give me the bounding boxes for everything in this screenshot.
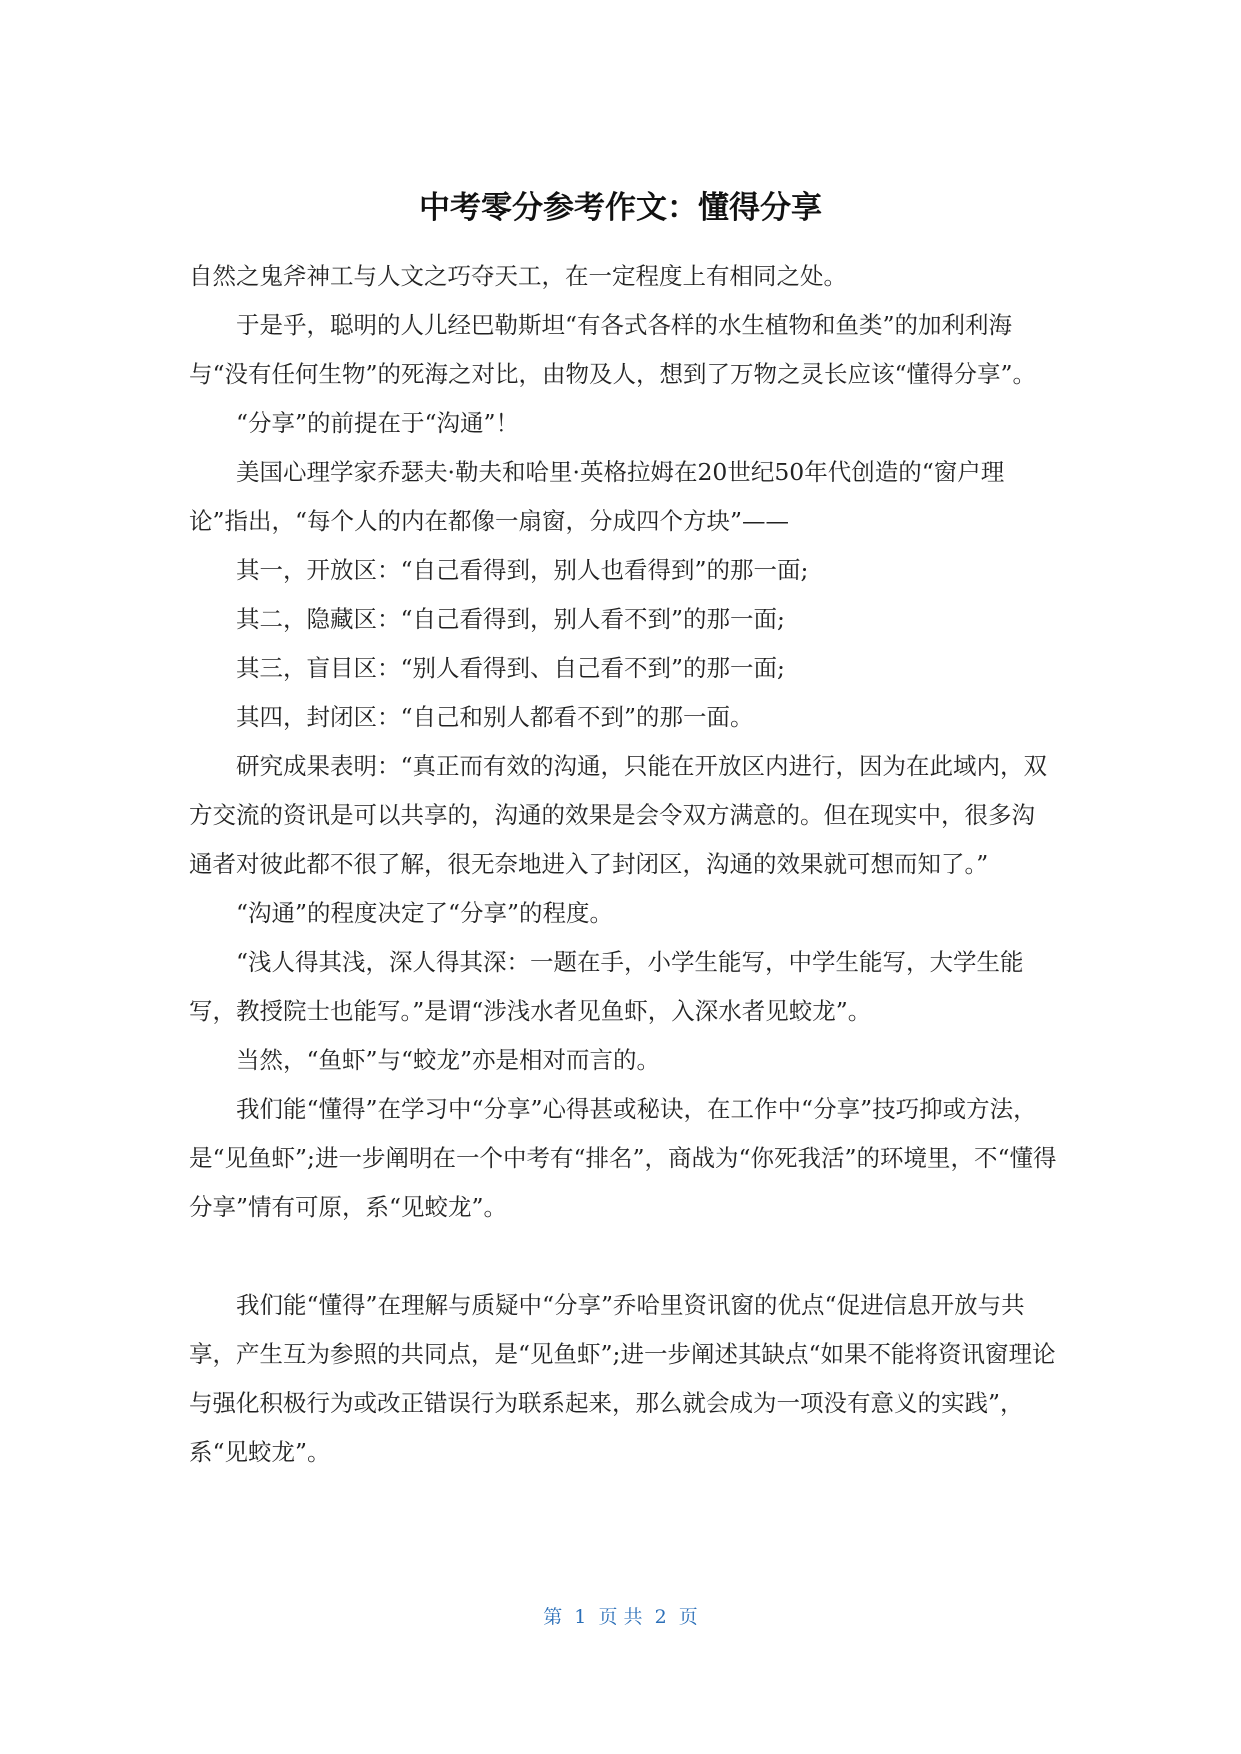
paragraph: 其三，盲目区：“别人看得到、自己看不到”的那一面; xyxy=(236,654,785,682)
paragraph: 美国心理学家乔瑟夫·勒夫和哈里·英格拉姆在20世纪50年代创造的“窗户理论”指出，“每个人的内在都像一扇窗，分成四个方块”—— xyxy=(189,458,1005,535)
document-body xyxy=(189,252,1057,1477)
paragraph: 当然，“鱼虾”与“蛟龙”亦是相对而言的。 xyxy=(236,1046,661,1074)
paragraph: “分享”的前提在于“沟通”！ xyxy=(236,409,520,437)
paragraph: 我们能“懂得”在理解与质疑中“分享”乔哈里资讯窗的优点“促进信息开放与共享，产生互为参照的共同点，是“见鱼虾”;进一步阐述其缺点“如果不能将资讯窗理论与强化积极行为或改正错误行为联系起来，那么就会成为一项没有意义的实践”，系“见蛟龙”。 xyxy=(189,1291,1056,1466)
paragraph: “沟通”的程度决定了“分享”的程度。 xyxy=(236,899,614,927)
paragraph: 自然之鬼斧神工与人文之巧夺天工，在一定程度上有相同之处。 xyxy=(189,262,847,290)
paragraph: 研究成果表明：“真正而有效的沟通，只能在开放区内进行，因为在此域内，双方交流的资讯是可以共享的，沟通的效果是会令双方满意的。但在现实中，很多沟通者对彼此都不很了解，很无奈地进入了封闭区，沟通的效果就可想而知了。” xyxy=(189,752,1048,878)
page-title: 中考零分参考作文：懂得分享 xyxy=(419,190,822,226)
paragraph: 于是乎，聪明的人儿经巴勒斯坦“有各式各样的水生植物和鱼类”的加利利海与“没有任何生物”的死海之对比，由物及人，想到了万物之灵长应该“懂得分享”。 xyxy=(189,311,1037,388)
paragraph: 我们能“懂得”在学习中“分享”心得甚或秘诀，在工作中“分享”技巧抑或方法，是“见鱼虾”;进一步阐明在一个中考有“排名”，商战为“你死我活”的环境里，不“懂得分享”情有可原，系“见蛟龙”。 xyxy=(189,1095,1057,1221)
paragraph: 其二，隐藏区：“自己看得到，别人看不到”的那一面; xyxy=(236,605,785,633)
paragraph: “浅人得其浅，深人得其深：一题在手，小学生能写，中学生能写，大学生能写，教授院士也能写。”是谓“涉浅水者见鱼虾，入深水者见蛟龙”。 xyxy=(189,948,1024,1025)
paragraph: 其四，封闭区：“自己和别人都看不到”的那一面。 xyxy=(236,703,754,731)
page-number-footer: 第 1 页 共 2 页 xyxy=(543,1606,698,1628)
paragraph: 其一，开放区：“自己看得到，别人也看得到”的那一面; xyxy=(236,556,809,584)
